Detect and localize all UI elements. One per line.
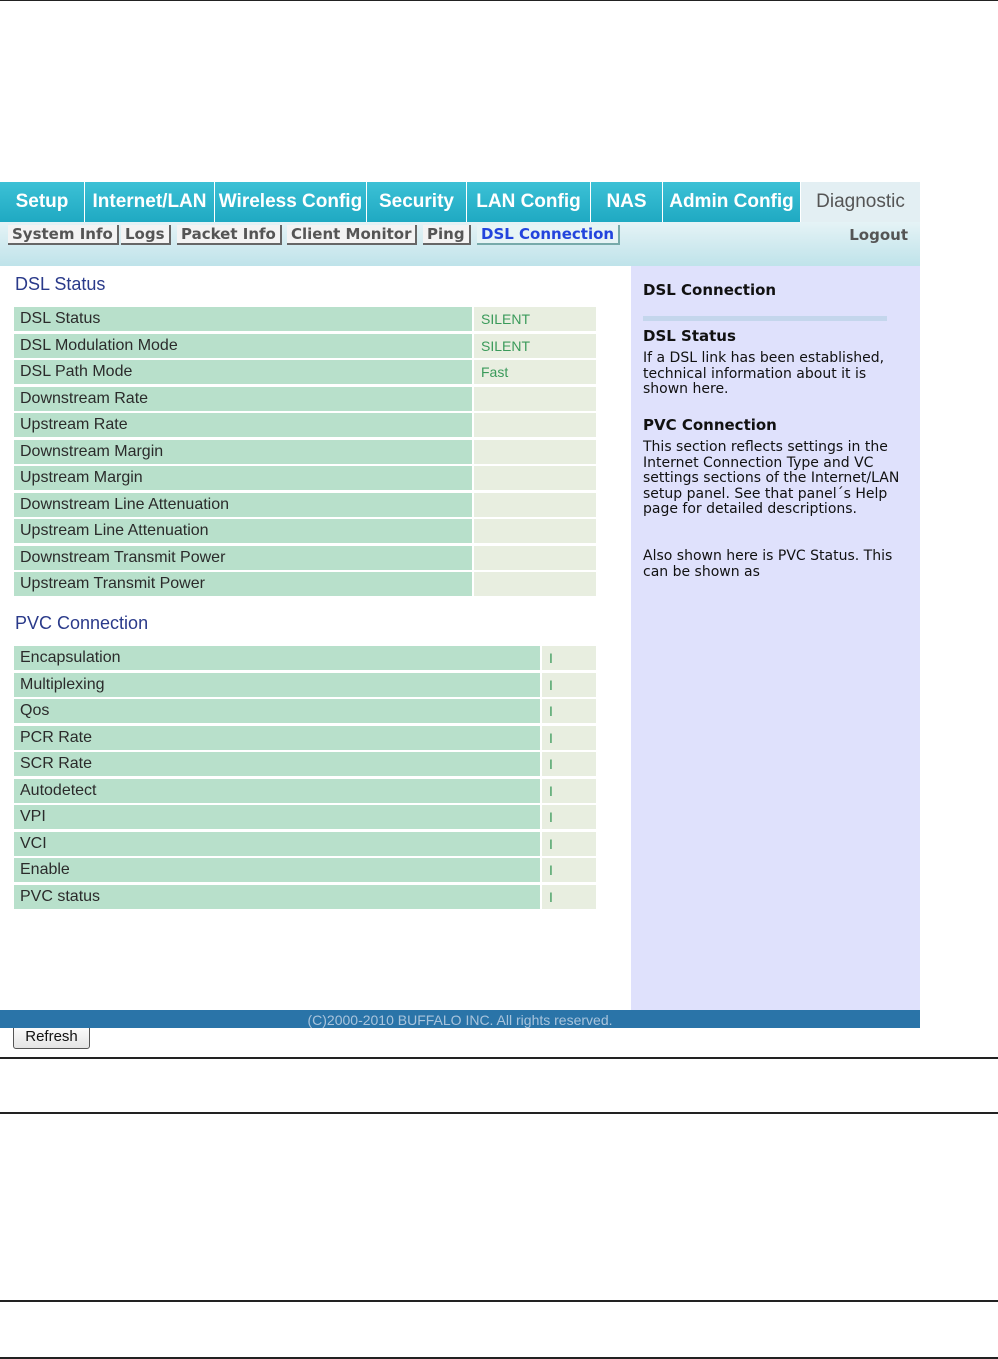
subnav-logs[interactable]: Logs (121, 225, 171, 245)
pvc-connection-title: PVC Connection (15, 613, 149, 633)
row-value: I (542, 885, 596, 909)
tab-nas[interactable]: NAS (591, 182, 663, 222)
row-value: SILENT (474, 307, 596, 331)
row-label: Upstream Transmit Power (14, 572, 472, 596)
row-value: I (542, 858, 596, 882)
page-top-rule (0, 0, 998, 1)
row-label: Autodetect (14, 779, 540, 803)
main-tab-bar (0, 182, 920, 222)
row-label: Downstream Rate (14, 387, 472, 411)
router-admin-window (0, 182, 920, 1045)
help-pvc-text: This section reflects settings in the Internet Connection Type and VC settings sections of the Internet/LAN setup panel. See that panel´s Help page for detailed descriptions. (643, 439, 900, 517)
row-label: Upstream Line Attenuation (14, 519, 472, 543)
help-title: DSL Connection (643, 281, 777, 299)
subnav-client-monitor[interactable]: Client Monitor (287, 225, 417, 245)
subnav-system-info[interactable]: System Info (8, 225, 119, 245)
logout-link[interactable]: Logout (849, 226, 908, 244)
subnav-ping[interactable]: Ping (423, 225, 471, 245)
row-label: Qos (14, 699, 540, 723)
row-label: DSL Status (14, 307, 472, 331)
tab-internet-lan[interactable]: Internet/LAN (85, 182, 215, 222)
copyright-footer: (C)2000-2010 BUFFALO INC. All rights reserved. (0, 1010, 920, 1028)
row-label: Encapsulation (14, 646, 540, 670)
row-value (474, 546, 596, 570)
tab-security[interactable]: Security (367, 182, 467, 222)
dsl-status-title: DSL Status (15, 274, 106, 294)
row-value (474, 387, 596, 411)
tab-admin-config[interactable]: Admin Config (663, 182, 801, 222)
help-dsl-heading: DSL Status (643, 327, 736, 345)
row-label: Upstream Rate (14, 413, 472, 437)
row-label: VCI (14, 832, 540, 856)
row-value: I (542, 726, 596, 750)
row-label: Downstream Margin (14, 440, 472, 464)
help-extra-text: Also shown here is PVC Status. This can be shown as (643, 548, 893, 580)
row-label: SCR Rate (14, 752, 540, 776)
help-pvc-heading: PVC Connection (643, 416, 777, 434)
row-value: SILENT (474, 334, 596, 358)
row-label: Downstream Line Attenuation (14, 493, 472, 517)
page-rule (0, 1112, 998, 1114)
tab-wireless-config[interactable]: Wireless Config (215, 182, 367, 222)
row-label: Enable (14, 858, 540, 882)
refresh-button[interactable]: Refresh (13, 1023, 90, 1049)
row-label: PCR Rate (14, 726, 540, 750)
row-value: I (542, 805, 596, 829)
page-rule (0, 1057, 998, 1059)
row-label: VPI (14, 805, 540, 829)
help-dsl-text: If a DSL link has been established, technical information about it is shown here. (643, 350, 885, 397)
row-value: I (542, 673, 596, 697)
row-value (474, 519, 596, 543)
row-value: I (542, 646, 596, 670)
row-value: I (542, 699, 596, 723)
row-label: PVC status (14, 885, 540, 909)
row-value: I (542, 752, 596, 776)
help-panel (631, 266, 920, 1010)
row-label: Multiplexing (14, 673, 540, 697)
row-label: DSL Modulation Mode (14, 334, 472, 358)
help-divider (643, 316, 887, 321)
subnav-packet-info[interactable]: Packet Info (177, 225, 282, 245)
tab-setup[interactable]: Setup (0, 182, 85, 222)
row-value (474, 493, 596, 517)
row-value (474, 466, 596, 490)
row-value: Fast (474, 360, 596, 384)
tab-diagnostic[interactable]: Diagnostic (801, 182, 920, 222)
row-value: I (542, 779, 596, 803)
tab-lan-config[interactable]: LAN Config (467, 182, 591, 222)
row-label: Downstream Transmit Power (14, 546, 472, 570)
page-rule (0, 1300, 998, 1302)
subnav-dsl-connection[interactable]: DSL Connection (477, 225, 620, 245)
row-value: I (542, 832, 596, 856)
row-label: DSL Path Mode (14, 360, 472, 384)
sub-navigation (0, 222, 920, 266)
row-value (474, 572, 596, 596)
row-value (474, 440, 596, 464)
row-value (474, 413, 596, 437)
row-label: Upstream Margin (14, 466, 472, 490)
